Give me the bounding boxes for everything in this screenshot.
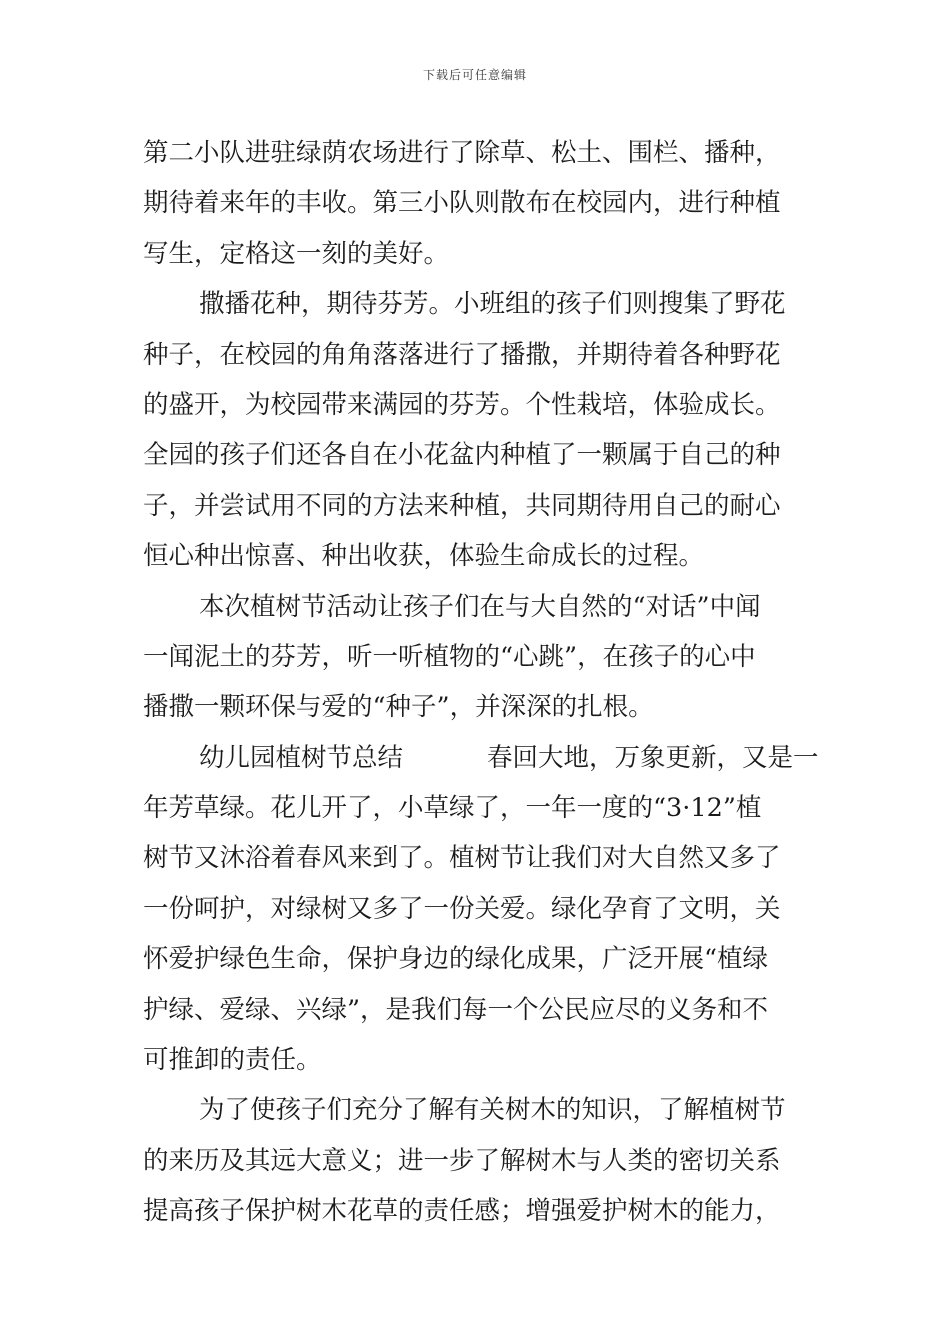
- text-line: 写生，定格这一刻的美好。: [143, 238, 450, 269]
- text-line: 的来历及其远大意义；进一步了解树木与人类的密切关系: [143, 1145, 781, 1176]
- text-line: 本次植树节活动让孩子们在与大自然的“对话”中闻: [199, 591, 761, 622]
- text-line: 怀爱护绿色生命，保护身边的绿化成果，广泛开展“植绿: [143, 944, 769, 975]
- text-line: 为了使孩子们充分了解有关树木的知识，了解植树节: [199, 1095, 786, 1126]
- page-header-note: 下载后可任意编辑: [422, 68, 527, 82]
- text-line: 树节又沐浴着春风来到了。植树节让我们对大自然又多了: [143, 843, 781, 874]
- text-line: 子，并尝试用不同的方法来种植，共同期待用自己的耐心: [143, 490, 781, 521]
- text-line: 第二小队进驻绿荫农场进行了除草、松土、围栏、播种，: [143, 138, 781, 168]
- section-title: 幼儿园植树节总结: [199, 742, 404, 773]
- text-line: 的盛开，为校园带来满园的芬芳。个性栽培，体验成长。: [143, 389, 781, 420]
- text-line: 护绿、爱绿、兴绿”，是我们每一个公民应尽的义务和不: [143, 994, 769, 1025]
- text-line: 一份呵护，对绿树又多了一份关爱。绿化孕育了文明，关: [143, 893, 781, 924]
- text-line: 期待着来年的丰收。第三小队则散布在校园内，进行种植: [143, 188, 781, 219]
- text-line: 提高孩子保护树木花草的责任感；增强爱护树木的能力，: [143, 1196, 781, 1227]
- text-run: 春回大地，万象更新，又是一: [487, 742, 819, 773]
- text-line: 恒心种出惊喜、种出收获，体验生命成长的过程。: [143, 541, 705, 572]
- text-line: 撒播花种，期待芬芳。小班组的孩子们则搜集了野花: [199, 289, 786, 320]
- text-line: 播撒一颗环保与爱的“种子”，并深深的扎根。: [143, 692, 654, 723]
- text-line: [143, 733, 819, 783]
- text-line: 一闻泥土的芬芳，听一听植物的“心跳”，在孩子的心中: [143, 641, 756, 672]
- text-line: 可推卸的责任。: [143, 1045, 322, 1076]
- text-line: 年芳草绿。花儿开了，小草绿了，一年一度的“3·12”植: [143, 793, 762, 824]
- text-line: 种子，在校园的角角落落进行了播撒，并期待着各种野花: [143, 339, 781, 370]
- text-line: 全园的孩子们还各自在小花盆内种植了一颗属于自己的种: [143, 440, 781, 471]
- body-text: [143, 128, 819, 1237]
